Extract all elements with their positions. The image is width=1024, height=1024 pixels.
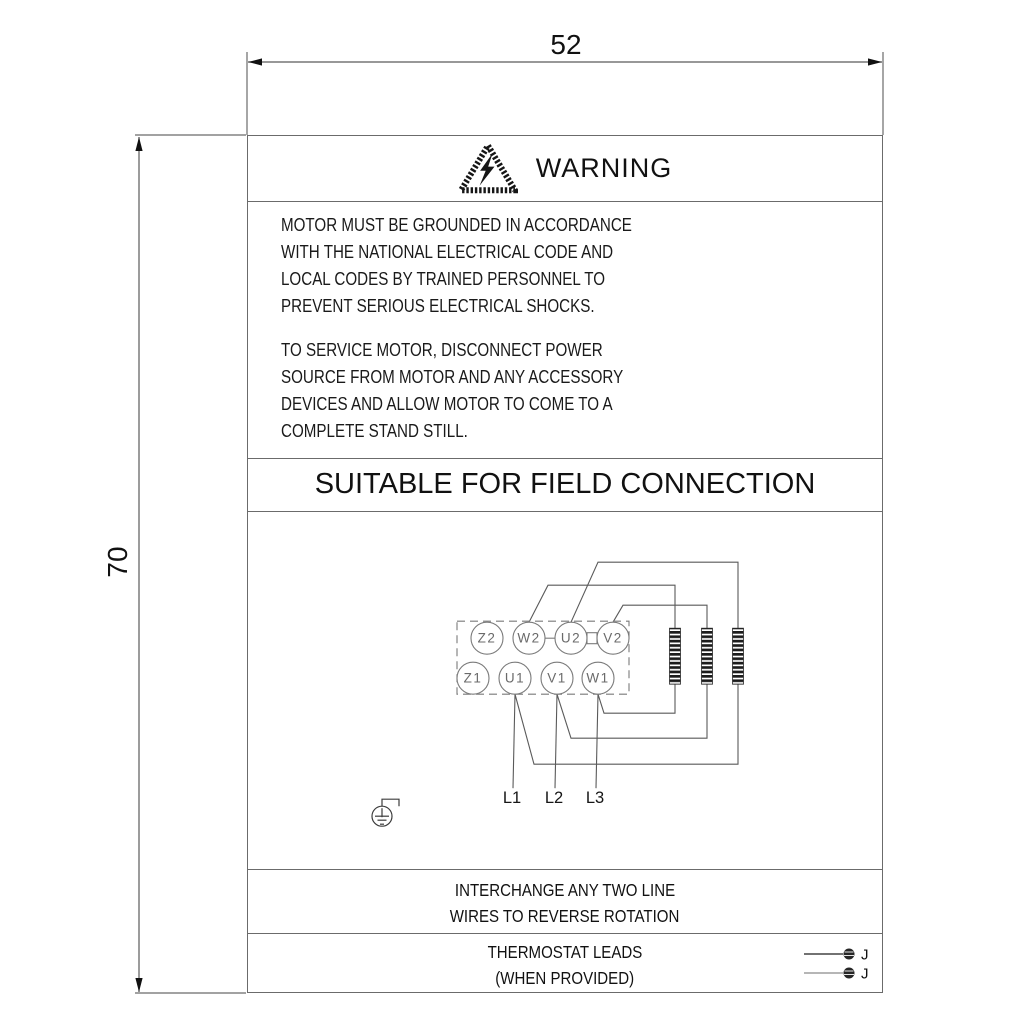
thermostat-band — [248, 934, 882, 992]
link-u2-v2 — [587, 632, 597, 643]
motor-winding-coils — [670, 628, 744, 684]
grounding-paragraph — [281, 211, 882, 319]
dimension-arrow-icon — [248, 58, 262, 65]
wire-coil-to-u1 — [515, 684, 738, 764]
wire-v2-to-coil — [613, 605, 707, 628]
hazard-triangle-lightning-icon — [458, 142, 518, 194]
terminal-label: Z1 — [463, 670, 483, 686]
paragraph-line: LOCAL CODES BY TRAINED PERSONNEL TO — [281, 267, 606, 289]
thermostat-lead-symbols — [796, 934, 884, 992]
line-label-l2: L2 — [544, 788, 564, 807]
winding-coil-v — [702, 628, 713, 684]
line-label-l3: L3 — [585, 788, 605, 807]
wire-u2-to-coil — [571, 562, 738, 628]
width-dimension-value: 52 — [550, 29, 582, 60]
wire-u1-to-l1 — [513, 694, 515, 788]
terminal-label: U2 — [560, 630, 582, 646]
protective-earth-ground-icon — [372, 799, 399, 826]
paragraph-line: MOTOR MUST BE GROUNDED IN ACCORDANCE — [281, 213, 632, 235]
winding-coil-w — [670, 628, 681, 684]
warning-header-band — [248, 136, 882, 202]
motor-warning-label — [247, 135, 883, 993]
wiring-diagram-band — [248, 512, 882, 870]
interchange-band — [248, 870, 882, 934]
service-paragraph — [281, 336, 882, 444]
terminal-label: W1 — [586, 670, 610, 686]
supply-line-labels — [503, 789, 604, 807]
dimension-arrow-icon — [868, 58, 882, 65]
warning-title: WARNING — [535, 152, 673, 183]
interchange-line: INTERCHANGE ANY TWO LINE — [454, 880, 676, 901]
paragraph-line: PREVENT SERIOUS ELECTRICAL SHOCKS. — [281, 294, 595, 316]
warning-text-band — [248, 202, 882, 459]
thermostat-lead-bead-icon — [804, 949, 855, 960]
terminal-label: U1 — [504, 670, 526, 686]
wire-w1-to-l3 — [596, 694, 598, 788]
paragraph-line: WITH THE NATIONAL ELECTRICAL CODE AND — [281, 240, 614, 262]
winding-coil-u — [733, 628, 744, 684]
field-connection-band — [248, 459, 882, 512]
thermostat-lead-bead-icon — [804, 968, 855, 979]
wire-coil-to-v1 — [557, 684, 707, 738]
lead-label-j: J — [861, 965, 869, 983]
terminal-label: V1 — [547, 670, 567, 686]
interchange-line: WIRES TO REVERSE ROTATION — [450, 906, 680, 927]
star-connection-diagram — [248, 512, 882, 869]
line-label-l1: L1 — [502, 788, 522, 807]
terminal-label: W2 — [517, 630, 541, 646]
thermostat-line: (WHEN PROVIDED) — [495, 968, 635, 989]
paragraph-line: TO SERVICE MOTOR, DISCONNECT POWER — [281, 338, 603, 360]
field-connection-text: SUITABLE FOR FIELD CONNECTION — [314, 468, 816, 501]
dimension-arrow-icon — [135, 137, 142, 151]
lead-label-j: J — [861, 946, 869, 964]
terminal-label: Z2 — [477, 630, 497, 646]
terminal-label: V2 — [603, 630, 623, 646]
wire-v1-to-l2 — [555, 694, 557, 788]
paragraph-line: COMPLETE STAND STILL. — [281, 419, 468, 441]
paragraph-line: DEVICES AND ALLOW MOTOR TO COME TO A — [281, 392, 613, 414]
paragraph-line: SOURCE FROM MOTOR AND ANY ACCESSORY — [281, 365, 624, 387]
height-dimension-value: 70 — [102, 546, 133, 578]
thermostat-line: THERMOSTAT LEADS — [487, 942, 643, 963]
dimension-arrow-icon — [135, 978, 142, 992]
